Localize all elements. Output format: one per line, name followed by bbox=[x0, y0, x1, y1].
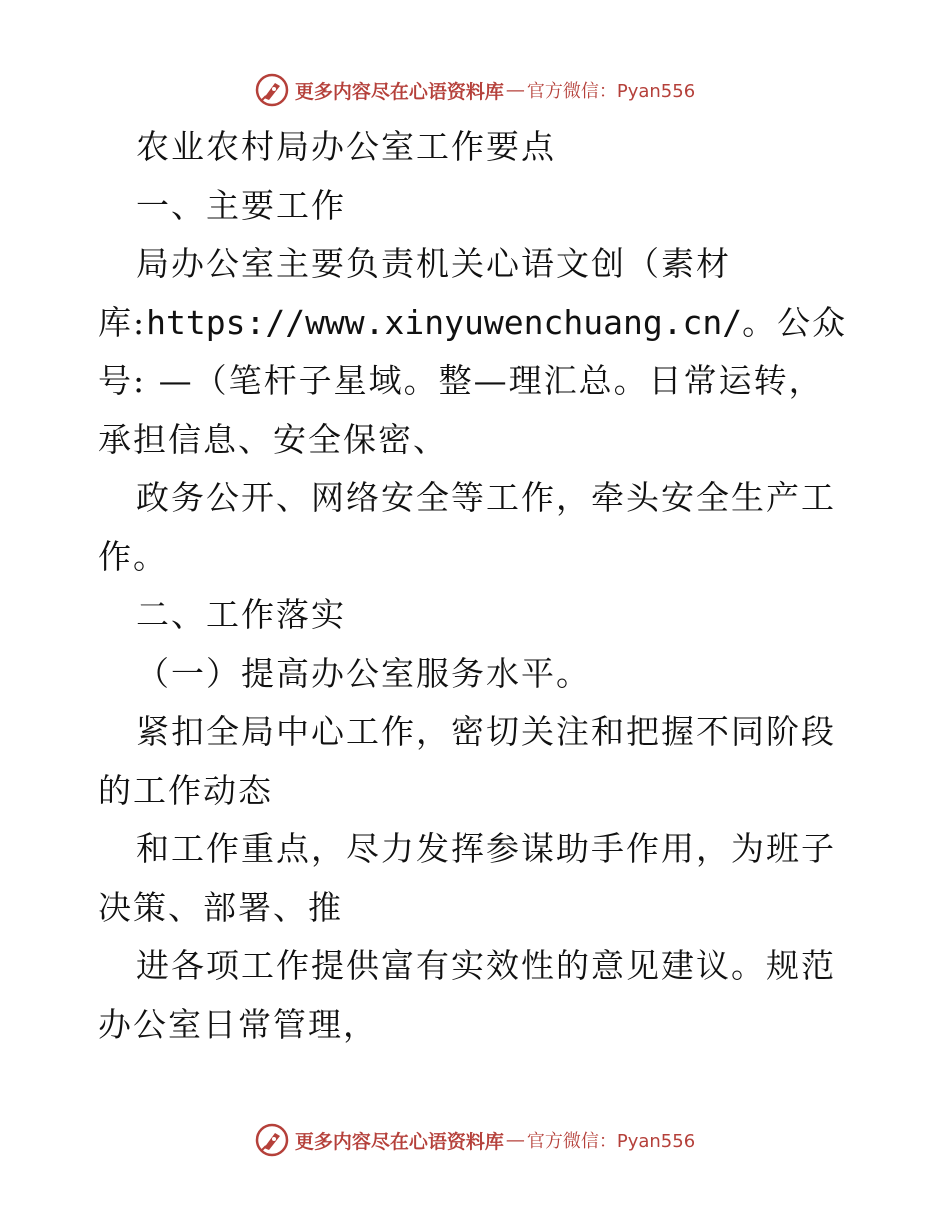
watermark-wechat-text: 官方微信：Pyan556 bbox=[526, 1131, 696, 1152]
paragraph-2: 政务公开、网络安全等工作，牵头安全生产工作。 bbox=[98, 478, 836, 576]
paragraph-1-prefix: 局办公室主要负责机关心语文创（素材库: bbox=[98, 244, 731, 342]
pen-nib-logo-icon bbox=[255, 73, 289, 107]
subheading-1: （一）提高办公室服务水平。 bbox=[136, 653, 591, 693]
paragraph-1 bbox=[98, 235, 858, 469]
paragraph-3: 紧扣全局中心工作，密切关注和把握不同阶段的工作动态 bbox=[98, 712, 836, 810]
document-body bbox=[98, 118, 858, 1054]
paragraph-4: 和工作重点，尽力发挥参谋助手作用，为班子决策、部署、推 bbox=[98, 829, 836, 927]
document-title: 农业农村局办公室工作要点 bbox=[136, 127, 556, 166]
section-heading-1: 一、主要工作 bbox=[136, 185, 346, 225]
pen-nib-logo-icon bbox=[255, 1123, 289, 1157]
watermark-separator: — bbox=[505, 79, 525, 101]
watermark-site-text: 更多内容尽在心语资料库 bbox=[294, 1130, 504, 1153]
paragraph-5: 进各项工作提供富有实效性的意见建议。规范办公室日常管理， bbox=[98, 946, 836, 1044]
watermark-separator: — bbox=[505, 1129, 525, 1151]
watermark-site-text: 更多内容尽在心语资料库 bbox=[294, 80, 504, 103]
footer-watermark bbox=[0, 1120, 950, 1160]
paragraph-1-suffix: 。公众号: —（笔杆子星域。整—理汇总。日常运转，承担信息、安全保密、 bbox=[98, 302, 848, 459]
section-heading-2: 二、工作落实 bbox=[136, 595, 346, 634]
watermark-wechat-text: 官方微信：Pyan556 bbox=[526, 81, 696, 102]
paragraph-1-url: https://www.xinyuwenchuang.cn/ bbox=[146, 302, 743, 342]
header-watermark bbox=[0, 70, 950, 110]
